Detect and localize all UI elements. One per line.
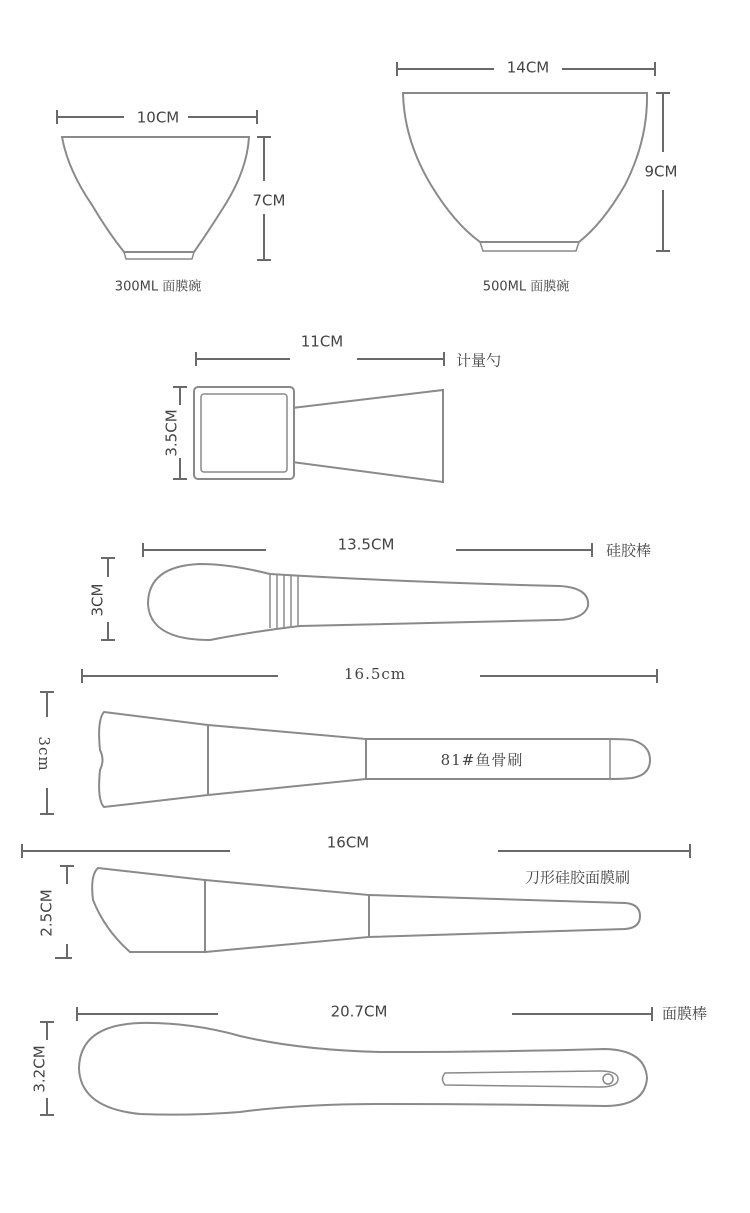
bowl-large-width-label: 14CM (506, 58, 550, 77)
knife-brush-width-label: 16CM (326, 833, 370, 852)
bowl-small-shape (62, 137, 249, 252)
bowl-small (57, 109, 285, 295)
knife-brush-head (92, 868, 205, 952)
mask-stick-shape (79, 1023, 647, 1115)
knife-brush-name: 刀形硅胶面膜刷 (525, 868, 631, 887)
knife-brush-handle (369, 895, 640, 937)
silicone-stick-name: 硅胶棒 (606, 541, 652, 560)
knife-brush-height-label: 2.5CM (37, 889, 56, 937)
scoop-handle (292, 390, 443, 482)
scoop-width-label: 11CM (300, 332, 344, 351)
fishbone-brush-ferrule (208, 725, 366, 795)
knife-brush (22, 834, 690, 959)
silicone-stick (89, 536, 652, 641)
scoop-height-label: 3.5CM (162, 409, 181, 457)
bowl-large-height-label: 9CM (644, 162, 678, 181)
mask-stick (31, 1003, 708, 1116)
fishbone-brush-height-label: 3cm (35, 736, 53, 772)
bowl-large (397, 59, 677, 295)
bowl-small-width-label: 10CM (136, 108, 180, 127)
scoop-head (194, 387, 294, 479)
fishbone-brush-head (99, 712, 208, 807)
mask-stick-width-label: 20.7CM (330, 1002, 388, 1021)
scoop-name: 计量勺 (456, 351, 502, 370)
mask-stick-name: 面膜棒 (662, 1004, 708, 1023)
fishbone-brush (35, 665, 657, 814)
silicone-stick-height-label: 3CM (88, 583, 107, 617)
knife-brush-ferrule (205, 880, 369, 952)
mask-stick-height-label: 3.2CM (30, 1045, 49, 1093)
scoop (163, 333, 502, 483)
bowl-large-caption: 500ML 面膜碗 (482, 279, 570, 295)
silicone-stick-width-label: 13.5CM (337, 535, 395, 554)
fishbone-brush-handle-text: 81#鱼骨刷 (440, 751, 524, 769)
bowl-small-caption: 300ML 面膜碗 (114, 279, 202, 295)
bowl-large-shape (403, 93, 647, 242)
bowl-small-height-label: 7CM (252, 191, 286, 210)
fishbone-brush-width-label: 16.5cm (343, 665, 407, 683)
silicone-stick-shape (148, 564, 588, 640)
